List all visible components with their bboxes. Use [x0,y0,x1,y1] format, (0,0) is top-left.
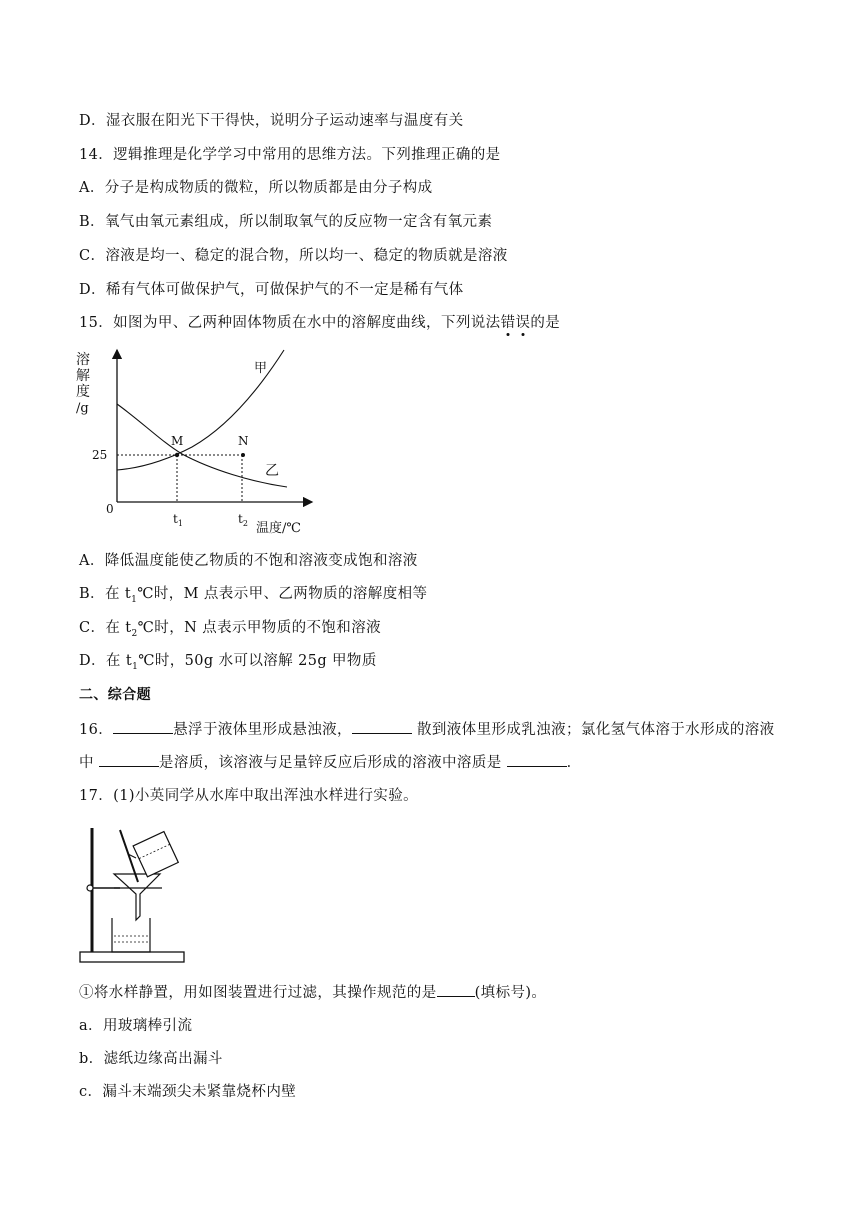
q15-b-pre: B．在 t [79,586,132,602]
q15-option-d [79,651,377,677]
receiving-beaker [112,918,150,952]
x-tick-t1: $t_1$ [173,512,183,528]
q17-option-c: c．漏斗末端颈尖未紧靠烧杯内壁 [79,1084,297,1100]
q17-item-1-text: ①将水样静置，用如图装置进行过滤，其操作规范的是 [79,985,437,1001]
q15-b-sub: 1 [131,594,138,605]
q16-text-2: 散到液体里形成乳浊液；氯化氢气体溶于水形成的溶液 [411,722,775,738]
q14-option-d: D．稀有气体可做保护气，可做保护气的不一定是稀有气体 [79,282,464,298]
x-tick-t2-sub: 2 [242,519,248,528]
q15-option-a: A．降低温度能使乙物质的不饱和溶液变成饱和溶液 [79,553,418,569]
q14-stem: 14．逻辑推理是化学学习中常用的思维方法。下列推理正确的是 [79,147,501,163]
q15-option-c [79,618,381,644]
q15-stem-end: 的是 [530,315,561,331]
q14-option-c: C．溶液是均一、稳定的混合物，所以均一、稳定的物质就是溶液 [79,248,508,264]
ylabel-char-2: 解 [76,368,90,384]
q15-d-sub: 1 [132,661,139,672]
series-jia-label: 甲 [254,361,268,376]
point-m-label: M [171,434,184,448]
q17-blank-1[interactable] [437,982,475,997]
pouring-beaker [133,832,178,877]
q17-item-1 [79,982,546,1003]
q15-option-b [79,584,427,610]
q16-blank-1[interactable] [113,719,173,734]
series-yi-curve [117,404,287,487]
q15-d-post: ℃时，50g 水可以溶解 25g 甲物质 [138,653,377,669]
series-yi-label: 乙 [265,463,279,479]
q15-emphasis-1: 错 [500,315,516,331]
q15-d-pre: D．在 t [79,653,133,669]
q15-b-post: ℃时，M 点表示甲、乙两物质的溶解度相等 [137,586,428,602]
q16-text-1: 悬浮于液体里形成悬浊液， [173,722,352,738]
q16-blank-2[interactable] [352,719,412,734]
point-m [175,453,179,457]
section-heading: 二、综合题 [79,687,151,703]
q17-stem: 17．(1)小英同学从水库中取出浑浊水样进行实验。 [79,788,418,804]
q16-line-1 [79,719,775,740]
q17-option-a: a．用玻璃棒引流 [79,1018,193,1034]
q17-item-1-end: (填标号)。 [474,985,547,1001]
q15-stem-text: 15．如图为甲、乙两种固体物质在水中的溶解度曲线，下列说法 [79,315,501,331]
q16-blank-3[interactable] [99,752,159,767]
stand-base [80,952,184,962]
q16-text-3: 中 [79,755,99,771]
x-tick-t2: $t_2$ [238,512,248,528]
x-tick-t1-sub: 1 [177,519,183,528]
ylabel-char-3: 度 [76,384,90,400]
solubility-chart [72,342,332,538]
q16-text-4: 是溶质，该溶液与足量锌反应后形成的溶液中溶质是 [158,755,507,771]
q16-blank-4[interactable] [507,752,567,767]
clamp-knob [87,885,93,891]
q17-option-b: b．滤纸边缘高出漏斗 [79,1051,223,1067]
ylabel-char-4: /g [76,401,89,416]
q14-option-b: B．氧气由氧元素组成，所以制取氧气的反应物一定含有氧元素 [79,214,493,230]
origin-label: 0 [106,502,114,516]
q16-line-2 [79,752,582,773]
q15-stem [79,313,560,333]
y-tick-25: 25 [92,448,108,462]
filtration-apparatus [78,824,188,966]
x-axis-label: 温度/℃ [256,521,301,536]
q15-c-post: ℃时，N 点表示甲物质的不饱和溶液 [137,620,381,636]
point-n [241,453,245,457]
q15-c-sub: 2 [131,628,138,639]
ylabel-char-1: 溶 [76,352,90,368]
q14-option-a: A．分子是构成物质的微粒，所以物质都是由分子构成 [79,180,433,196]
q16-text-5: ． [566,755,582,771]
q16-number: 16． [79,722,114,738]
q13-option-d: D．湿衣服在阳光下干得快，说明分子运动速率与温度有关 [79,113,464,129]
q15-emphasis-2: 误 [515,315,531,331]
point-n-label: N [238,434,249,448]
q15-c-pre: C．在 t [79,620,132,636]
